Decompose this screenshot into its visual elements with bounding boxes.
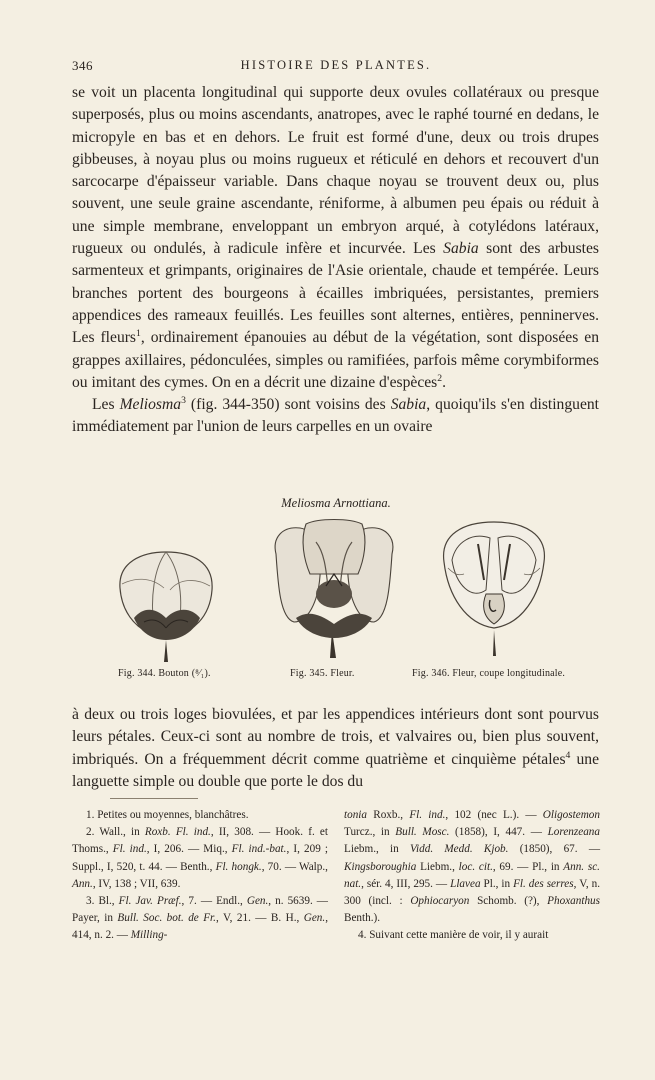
italic-text: Bull. Soc. bot. de Fr. [117, 912, 216, 925]
italic-text: Vidd. Medd. Kjob. [410, 843, 509, 856]
text-run: , sér. 4, III, 295. — [361, 877, 451, 890]
italic-text: Sabia [390, 396, 427, 414]
fig-344-caption: Fig. 344. Bouton (⁸⁄₁). [118, 668, 211, 679]
text-run: , 102 (nec L.). — [445, 809, 543, 821]
footnote-marker: 3 [181, 394, 186, 406]
text-run: sont des arbustes sarmenteux et grimpants, originaires de l'Asie orientale, chaude et tempérée. Leurs branches portent des bourgeons à écailles imbriquées, persistantes, premiers appendices des rameaux feuillés. Les feuilles sont alternes, entières, penninerves. Les fleurs [72, 240, 599, 347]
italic-text: Sabia [443, 240, 479, 258]
footnote-separator [110, 798, 198, 799]
fig-344-bud-illustration [114, 548, 218, 666]
body-text-bottom [72, 704, 599, 793]
paragraph-meliosma-continued [72, 704, 599, 793]
footnote-marker: 4 [565, 749, 571, 761]
text-run: Liebm., in [344, 843, 411, 856]
italic-text: Oligostemon [542, 809, 600, 821]
text-run: se voit un placenta longitudinal qui supporte deux ovules collatéraux ou presque superposés, plus ou moins ascendants, anatropes, avec le raphé tourné en dedans, le micropyle en bas et en dehors. Le fruit est formé d'une, deux ou trois drupes gibbeuses, à noyau plus ou moins rugueux et réticulé en dehors et recouvert d'un sarcocarpe d'épaisseur variable. Dans chaque noyau se trouvent deux ou, plus souvent, une seule graine ascendante, réniforme, à albumen peu épais ou réduit à une simple membrane, enveloppant un embryon arqué, à cotylédons latéraux, rugueux ou ondulés, à radicule infère et incurvée. Les [72, 84, 599, 258]
text-run: , n. 5639. — Payer, in [72, 895, 328, 925]
text-run: . [442, 373, 446, 391]
figure-plate [72, 490, 600, 690]
italic-text: Meliosma [119, 396, 182, 414]
fig-346-caption: Fig. 346. Fleur, coupe longitudinale. [412, 668, 566, 679]
text-run: , 69. — Pl., in [492, 860, 564, 873]
text-run: , V, 21. — B. H., [215, 912, 304, 925]
italic-text: Llavea [450, 877, 481, 890]
fig-345-flower-illustration [268, 518, 400, 660]
italic-text: Ann. [72, 877, 93, 890]
paragraph-meliosma [72, 394, 599, 439]
page-header [72, 58, 600, 78]
fig-345-caption: Fig. 345. Fleur. [290, 668, 355, 679]
italic-text: Gen. [246, 895, 269, 908]
text-run: Pl., in [480, 877, 514, 890]
footnote-marker: 1 [136, 328, 141, 340]
footnote-entry [344, 807, 600, 927]
body-text-top [72, 82, 599, 439]
footnotes [72, 807, 600, 945]
page-number: 346 [72, 58, 93, 73]
italic-text: Fl. ind. [409, 809, 446, 821]
italic-text: loc. cit. [458, 860, 493, 873]
text-run: , quoiqu'ils s'en distinguent immédiatement par l'union de leurs carpelles en un ovaire [72, 396, 599, 436]
text-run: Turcz., in [344, 826, 396, 839]
italic-text: Kingsboroughia [344, 860, 417, 873]
footnote-marker: 2 [437, 372, 443, 384]
italic-text: Roxb. Fl. ind. [144, 826, 211, 839]
italic-text: Fl. des serres [513, 877, 574, 890]
text-run: Les [92, 396, 120, 414]
italic-text: Ann. sc. nat. [344, 860, 600, 890]
footnotes-left-column [72, 807, 328, 945]
figure-title: Meliosma Arnottiana. [281, 496, 391, 510]
text-run: Liebm., [416, 860, 459, 873]
paragraph-continued [72, 82, 599, 394]
text-run: , ordinairement épanouies au début de la végétation, sont disposées en grappes axillaires, pédonculées, simples ou ramifiées, parfois même corymbiformes ou imitant des cymes. On en a décrit une dizaine d'espèces [72, 329, 599, 391]
italic-text: Fl. Jav. Præf. [118, 895, 182, 908]
text-run: , V, n. 300 (incl. : [344, 877, 600, 908]
text-run: , II, 308. — Hook. f. et Thoms., [72, 826, 328, 856]
footnotes-right-column [344, 807, 600, 945]
text-run: 1. Petites ou moyennes, blanchâtres. [86, 809, 249, 821]
footnote-entry [344, 927, 600, 944]
text-run: (1858), I, 447. — [449, 826, 548, 839]
italic-text: Fl. ind. [112, 843, 147, 856]
text-run: , 414, n. 2. — [72, 912, 328, 942]
text-run: (1850), 67. — [508, 843, 601, 856]
text-run: (fig. 344-350) sont voisins des [185, 396, 391, 414]
italic-text: Bull. Mosc. [395, 826, 450, 839]
text-run: , 70. — Walp., [261, 860, 328, 873]
text-run: Schomb. (?), [469, 895, 548, 908]
text-run: , I, 206. — Miq., [146, 843, 232, 856]
italic-text: Lorenzeana [547, 826, 600, 839]
footnote-entry [72, 893, 328, 945]
text-run: 2. Wall., in [86, 826, 145, 839]
fig-346-section-illustration [438, 520, 550, 658]
text-run: Roxb., [367, 809, 410, 821]
text-run: , IV, 138 ; VII, 639. [92, 877, 181, 890]
italic-text: Ophiocaryon [410, 895, 470, 908]
text-run: une languette simple ou double que porte le dos du [72, 750, 599, 790]
text-run: 3. Bl., [86, 895, 119, 908]
footnote-entry [72, 807, 328, 824]
footnote-entry [72, 824, 328, 893]
text-run: à deux ou trois loges biovulées, et par les appendices intérieurs dont sont pourvus leurs pétales. Ceux-ci sont au nombre de trois, et valvaires ou, bien plus souvent, imbriqués. On a fréquemment décrit comme quatrième et cinquième pétales [72, 706, 599, 768]
text-run: , 7. — Endl., [181, 895, 247, 908]
text-run: , I, 209 ; Suppl., I, 520, t. 44. — Benth., [72, 843, 329, 873]
italic-text: Phoxanthus [547, 895, 600, 908]
italic-text: tonia [344, 809, 367, 821]
running-title: HISTOIRE DES PLANTES. [240, 58, 432, 72]
italic-text: Gen. [303, 912, 326, 925]
italic-text: Milling- [130, 929, 168, 942]
text-run: 4. Suivant cette manière de voir, il y aurait [358, 929, 549, 942]
italic-text: Fl. hongk. [215, 860, 262, 873]
text-run: Benth.). [344, 912, 381, 925]
italic-text: Fl. ind.-bat. [231, 843, 287, 856]
